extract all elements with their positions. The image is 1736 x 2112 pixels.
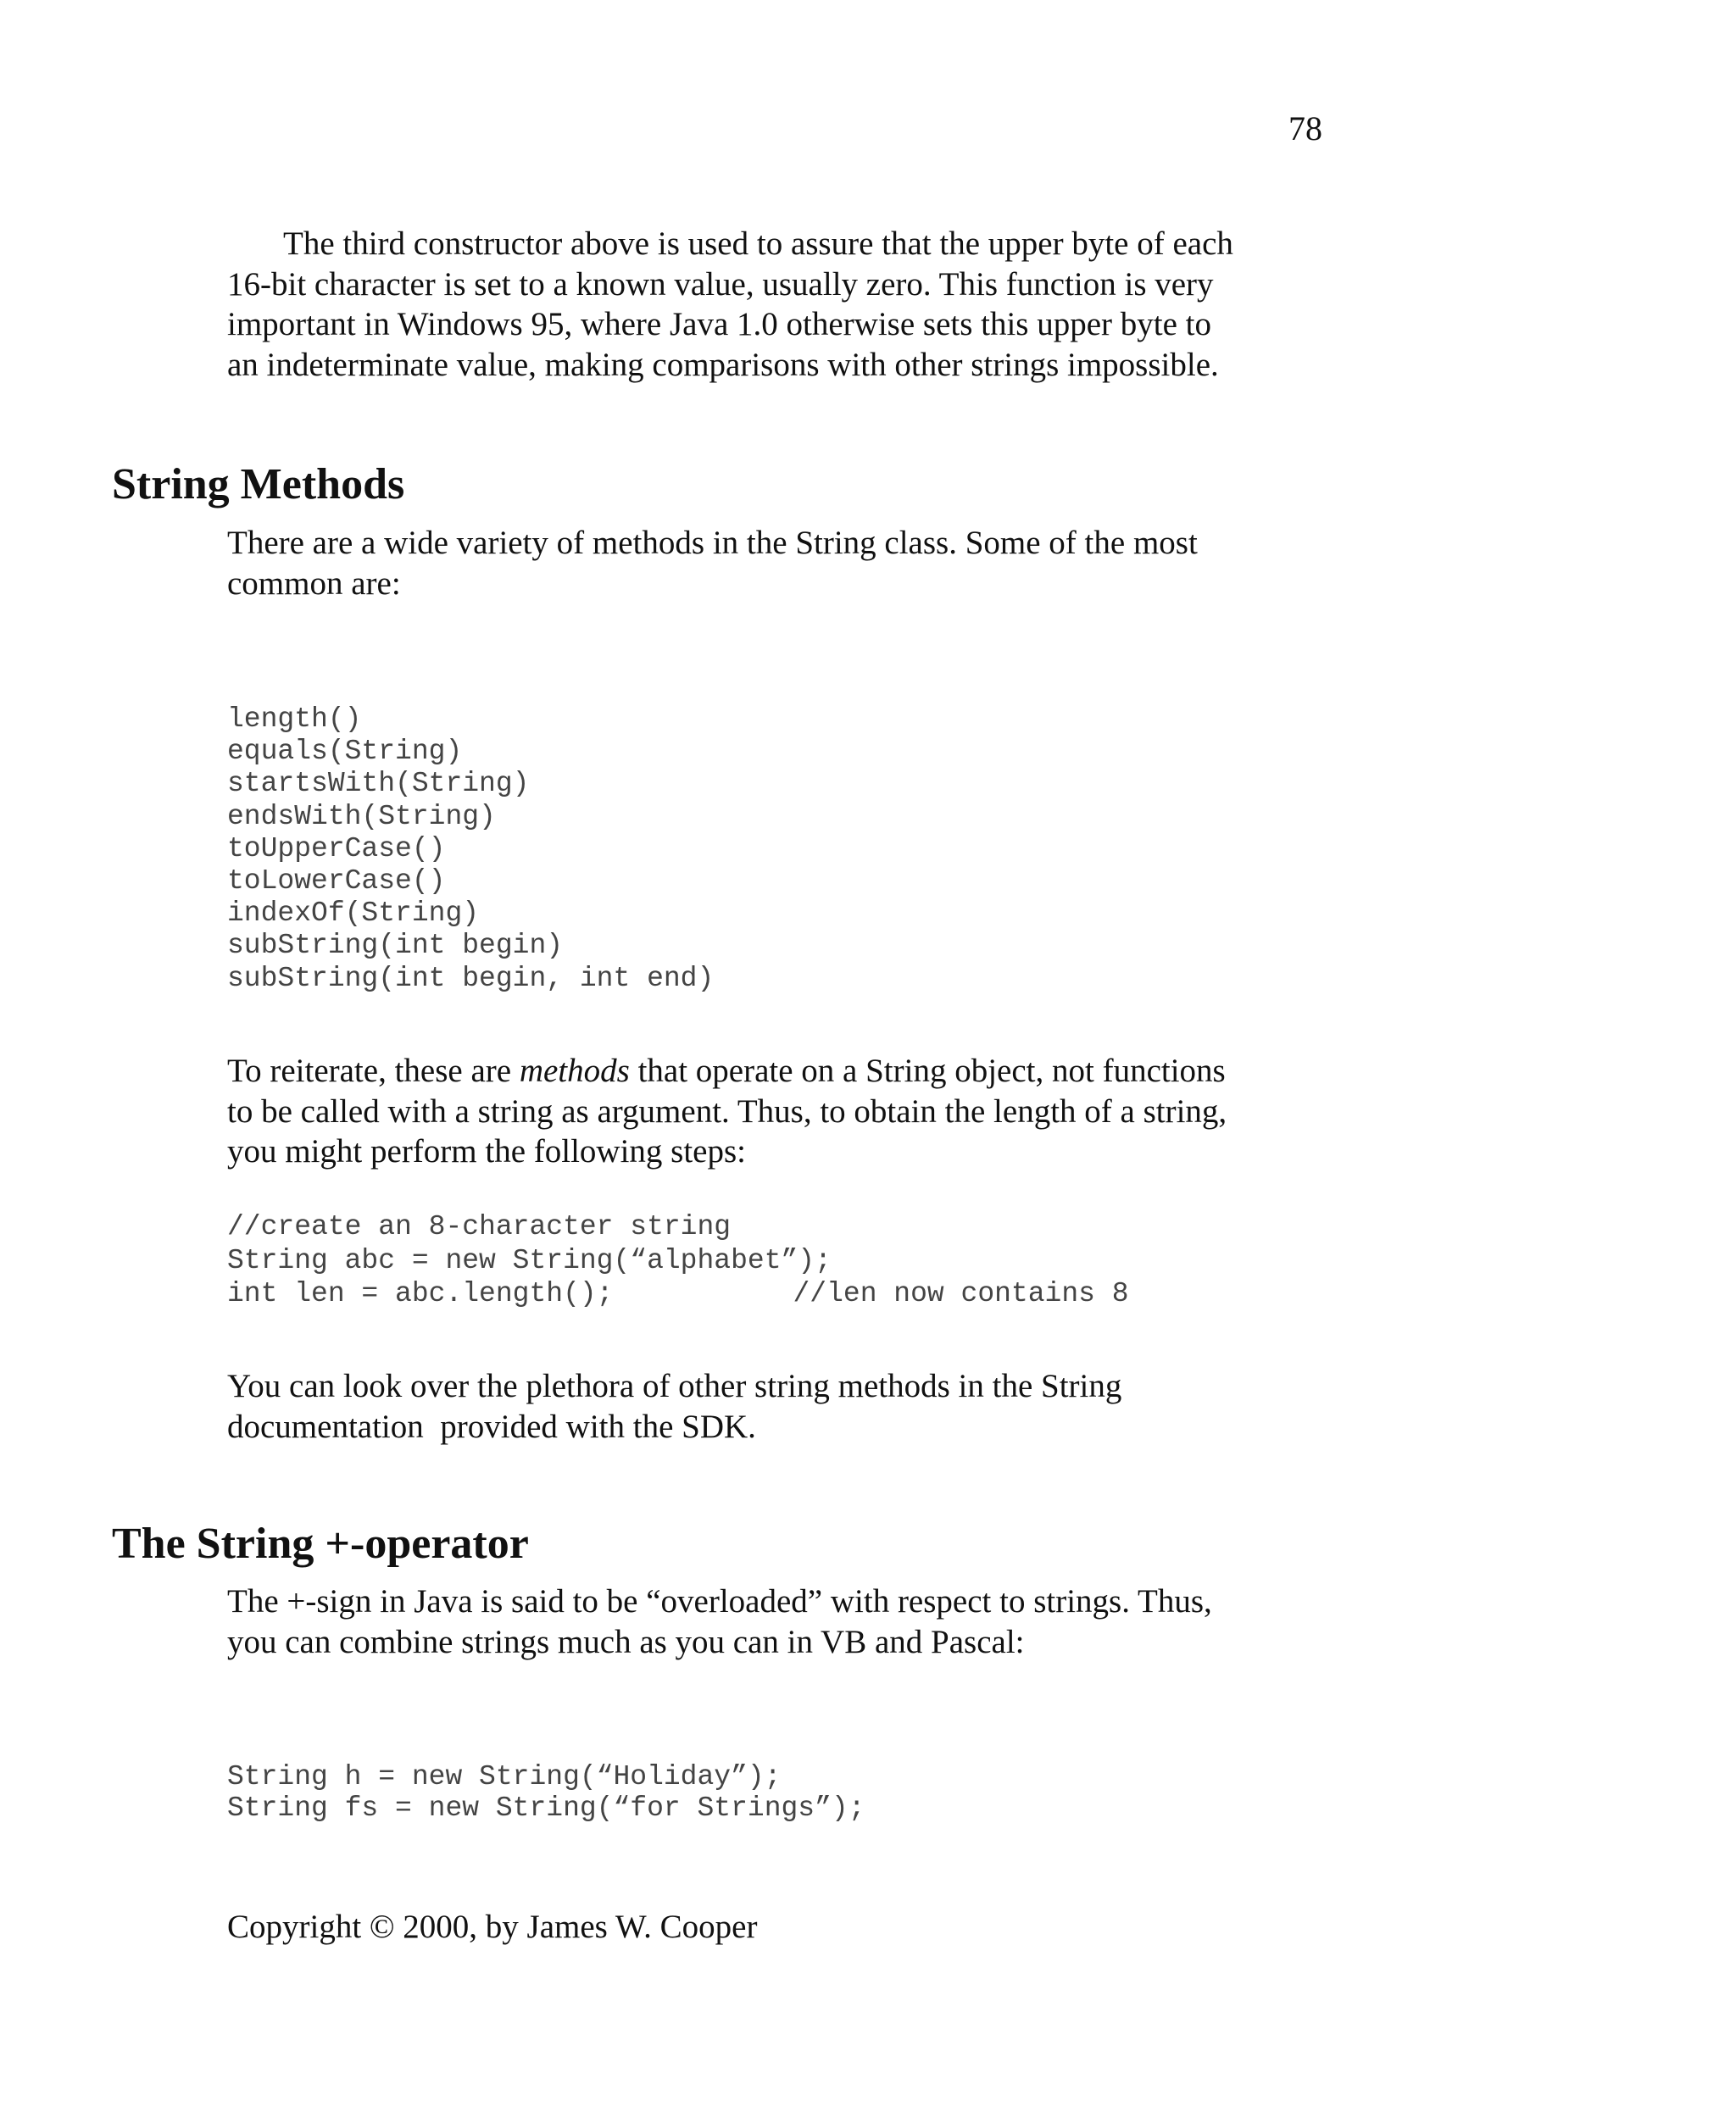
string-methods-intro — [227, 523, 1338, 603]
method-list-item: toLowerCase() — [227, 865, 446, 898]
section-heading-plus-operator: The String +-operator — [112, 1520, 529, 1568]
plus-operator-intro-line: you can combine strings much as you can in VB and Pascal: — [227, 1623, 1025, 1660]
code-comment: //len now contains 8 — [793, 1278, 1129, 1309]
reiterate-text: that operate on a String object, not functions — [629, 1053, 1226, 1089]
method-list-item: equals(String) — [227, 736, 463, 768]
intro-line: an indeterminate value, making comparisons with other strings impossible. — [227, 346, 1219, 383]
method-list-item: startsWith(String) — [227, 768, 530, 800]
copyright-footer: Copyright © 2000, by James W. Cooper — [227, 1909, 758, 1945]
page-number: 78 — [1288, 109, 1322, 147]
code-statement: int len = abc.length(); — [227, 1278, 614, 1309]
reiterate-line-3: you might perform the following steps: — [227, 1133, 747, 1170]
plus-operator-code-block — [227, 1761, 865, 1824]
method-list-item: endsWith(String) — [227, 800, 496, 832]
reiterate-line-2: to be called with a string as argument. Thus, to obtain the length of a string, — [227, 1092, 1227, 1130]
method-list-item: subString(int begin, int end) — [227, 962, 715, 994]
length-example-code-block — [227, 1210, 1129, 1311]
closing-line: You can look over the plethora of other string methods in the String — [227, 1368, 1122, 1404]
reiterate-line-1 — [227, 1051, 1338, 1092]
method-list-item: length() — [227, 703, 362, 735]
code-line: String h = new String(“Holiday”); — [227, 1761, 782, 1792]
plus-operator-intro — [227, 1581, 1338, 1662]
intro-paragraph — [227, 224, 1338, 385]
reiterate-paragraph — [227, 1051, 1338, 1172]
intro-line: important in Windows 95, where Java 1.0 otherwise sets this upper byte to — [227, 306, 1212, 342]
section-heading-string-methods: String Methods — [112, 460, 405, 509]
method-list-item: toUpperCase() — [227, 832, 446, 864]
string-methods-intro-line: There are a wide variety of methods in the String class. Some of the most — [227, 525, 1198, 561]
plus-operator-intro-line: The +-sign in Java is said to be “overloaded” with respect to strings. Thus, — [227, 1583, 1212, 1620]
method-list-item: subString(int begin) — [227, 930, 564, 962]
string-methods-intro-line: common are: — [227, 564, 401, 602]
code-line: //create an 8-character string — [227, 1211, 732, 1242]
reiterate-text: To reiterate, these are — [227, 1053, 520, 1089]
code-line: String abc = new String(“alphabet”); — [227, 1244, 832, 1276]
code-line: String fs = new String(“for Strings”); — [227, 1792, 865, 1824]
method-list-code-block — [227, 703, 714, 995]
closing-line: documentation provided with the SDK. — [227, 1408, 756, 1445]
intro-line: The third constructor above is used to assure that the upper byte of each — [283, 225, 1233, 262]
code-line — [227, 1277, 1129, 1311]
string-methods-closing — [227, 1366, 1338, 1447]
emphasis-methods: methods — [519, 1053, 630, 1089]
method-list-item: indexOf(String) — [227, 898, 480, 930]
intro-line: 16-bit character is set to a known value, usually zero. This function is very — [227, 265, 1214, 303]
